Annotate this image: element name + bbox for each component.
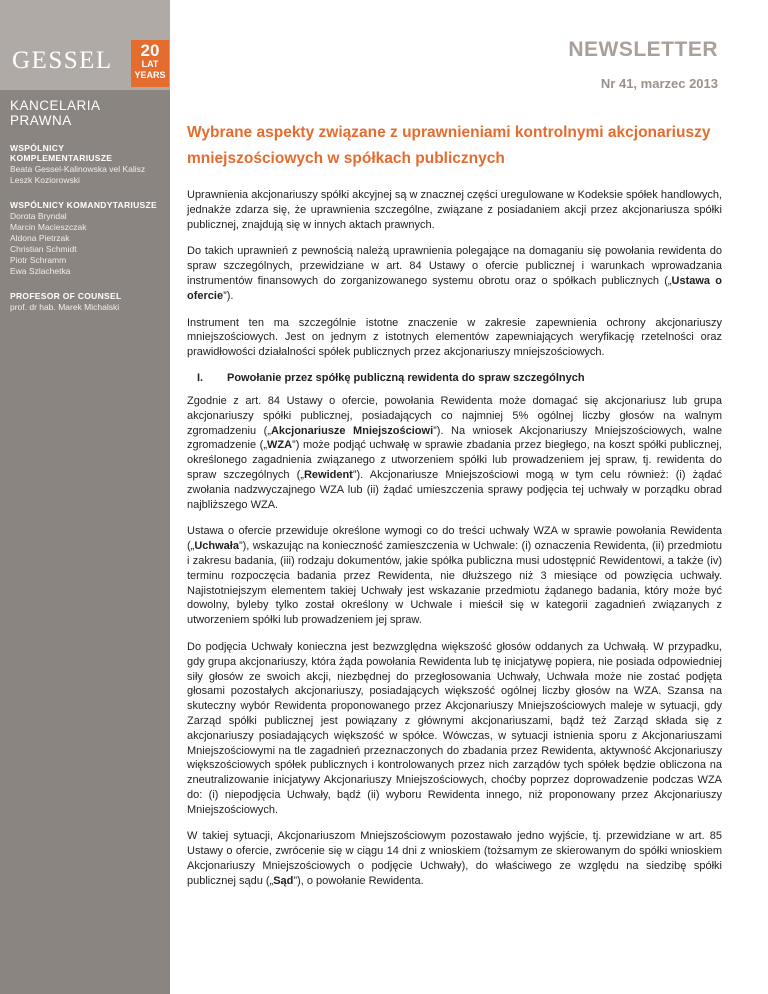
badge-number: 20 <box>140 41 160 60</box>
sidebar-logo-area <box>0 0 170 90</box>
firm-type: KANCELARIA PRAWNA <box>10 98 100 128</box>
person-name: prof. dr hab. Marek Michalski <box>10 302 120 312</box>
person-name: Dorota Bryndal <box>10 211 67 221</box>
article-title: Wybrane aspekty związane z uprawnieniami kontrolnymi akcjonariuszy mniejszościowych w spółkach publicznych <box>187 124 711 167</box>
person-name: Beata Gessel-Kalinowska vel Kalisz <box>10 164 146 174</box>
newsletter-title: NEWSLETTER <box>568 38 718 61</box>
gessel-logo: GESSEL <box>12 47 113 74</box>
person-name: Ewa Szlachetka <box>10 266 71 276</box>
partners-heading: WSPÓLNICY KOMPLEMENTARIUSZE <box>10 143 113 163</box>
person-name: Christian Schmidt <box>10 244 77 254</box>
section-heading <box>187 372 722 384</box>
paragraph: Instrument ten ma szczególnie istotne znaczenie w zakresie zapewnienia ochrony akcjonariuszy mniejszościowych. Jest on jednym z istotnych elementów zapewniających weryfikację rzetelności oraz prawidłowości działalności spółek publicznych przez akcjonariuszy mniejszościowych. <box>187 316 722 359</box>
badge-lat: LAT <box>141 59 159 69</box>
paragraph: Do takich uprawnień z pewnością należą uprawnienia polegające na domaganiu się powołania rewidenta do spraw szczególnych, przewidziane w art. 84 Ustawy o ofercie publicznej i warunkach wprowadzania instrumentów finansowych do zorganizowanego systemu obrotu oraz o spółkach publicznych („Ustawa o ofercie”). <box>187 245 722 302</box>
person-name: Leszk Koziorowski <box>10 175 80 185</box>
paragraph: Uprawnienia akcjonariuszy spółki akcyjnej są w znacznej części uregulowane w Kodeksie spółek handlowych, jednakże zdarza się, że uprawnienia szczególne, związane z posiadaniem akcji przez akcjonariusza spółki publicznej, znajdują się w innych aktach prawnych. <box>187 189 722 231</box>
sidebar-body <box>0 90 170 994</box>
person-name: Piotr Schramm <box>10 255 67 265</box>
of-counsel-heading: PROFESOR OF COUNSEL <box>10 291 122 301</box>
newsletter-header <box>568 38 718 91</box>
person-name: Aldona Pietrzak <box>10 233 70 243</box>
paragraph: W takiej sytuacji, Akcjonariuszom Mniejszościowym pozostawało jedno wyjście, tj. przewidziane w art. 85 Ustawy o ofercie, zwrócenie się w ciągu 14 dni z wnioskiem (tożsamym ze skierowanym do spółki wnioskiem Akcjonariuszy Mniejszościowych o podjęcie Uchwały), do właściwego ze względu na siedzibę spółki publicznej sądu („Sąd”), o powołanie Rewidenta. <box>187 830 722 887</box>
section-number: I. <box>197 371 204 384</box>
limited-partners-heading: WSPÓLNICY KOMANDYTARIUSZE <box>10 200 157 210</box>
anniversary-badge <box>131 40 169 87</box>
person-name: Marcin Macieszczak <box>10 222 87 232</box>
article <box>187 120 722 901</box>
sidebar <box>0 0 170 994</box>
paragraph: Zgodnie z art. 84 Ustawy o ofercie, powołania Rewidenta może domagać się akcjonariusz lub grupa akcjonariuszy spółki publicznej, posiadających co najmniej 5% ogólnej liczby głosów na walnym zgromadzeniu („Akcjonariusze Mniejszościowi”). Na wniosek Akcjonariuszy Mniejszościowych, walne zgromadzenie („WZA”) może podjąć uchwałę w sprawie zbadania przez biegłego, na koszt spółki publicznej, określonego zagadnienia związanego z utworzeniem spółki lub prowadzeniem jej spraw, tj. rewidenta do spraw szczególnych („Rewident”). Akcjonariusze Mniejszościowi mogą w tym celu również: (i) żądać zwołania nadzwyczajnego WZA lub (ii) żądać umieszczenia sprawy podjęcia tej uchwały w porządku obrad najbliższego WZA. <box>187 394 723 511</box>
section-title: Powołanie przez spółkę publiczną rewidenta do spraw szczególnych <box>227 371 585 384</box>
paragraph: Do podjęcia Uchwały konieczna jest bezwzględna większość głosów oddanych za Uchwałą. W przypadku, gdy grupa akcjonariuszy, która żąda powołania Rewidenta lub tę inicjatywę popiera, nie posiada odpowiedniej siły głosów ze swoich akcji, niezbędnej do przegłosowania Uchwały, Uchwała może nie zostać podjęta głosami pozostałych akcjonariuszy, posiadających większość ogólnej liczby głosów na WZA. Szansa na skuteczny wybór Rewidenta proponowanego przez Akcjonariuszy Mniejszościowych maleje w sytuacji, gdy Zarząd spółki publicznej jest powiązany z głównymi akcjonariuszami, bądź też Zarząd składa się z akcjonariuszy posiadających większość w spółce. Wówczas, w sytuacji istnienia sporu z Akcjonariuszami Mniejszościowymi na tle zagadnień przeznaczonych do zbadania przez Rewidenta, aktywność Akcjonariuszy większościowych spółek publicznych i kontrolowanych przez nich zarządów tych spółek będzie obliczona na zneutralizowanie inicjatywy Akcjonariuszy Mniejszościowych, choćby poprzez doprowadzenie podczas WZA do: (i) niepodjęcia Uchwały, bądź (ii) wyboru Rewidenta innego, niż proponowany przez Akcjonariuszy Mniejszościowych. <box>187 640 722 816</box>
newsletter-issue: Nr 41, marzec 2013 <box>600 76 718 91</box>
badge-years: YEARS <box>134 70 166 80</box>
paragraph: Ustawa o ofercie przewiduje określone wymogi co do treści uchwały WZA w sprawie powołania Rewidenta („Uchwała”), wskazując na konieczność zamieszczenia w Uchwale: (i) oznaczenia Rewidenta, (ii) przedmiotu i zakresu badania, (iii) rodzaju dokumentów, jakie spółka publiczna musi udostępnić Rewidentowi, a także (iv) terminu rozpoczęcia badania przez Rewidenta, nie dłuższego niż 3 miesiące od powzięcia uchwały. Najistotniejszym elementem takiej Uchwały jest wskazanie przedmiotu żądanego badania, który może być dowolny, byleby tylko został określony w Uchwale i mieścił się w kategorii zagadnień związanych z utworzeniem spółki lub prowadzeniem jej spraw. <box>187 525 722 627</box>
